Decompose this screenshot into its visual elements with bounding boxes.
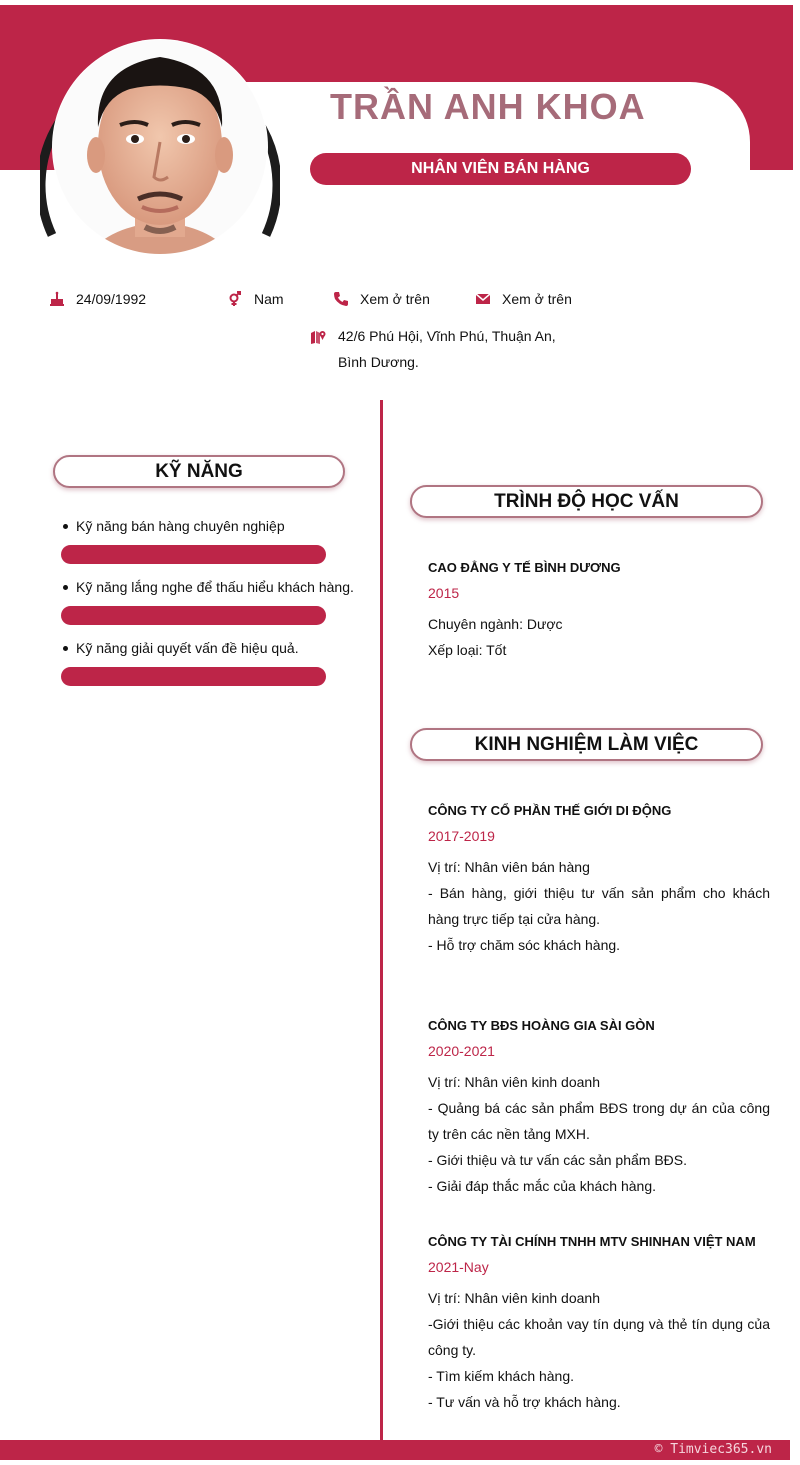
education-year: 2015 xyxy=(428,585,460,601)
gender-info xyxy=(226,290,284,308)
skill-label: Kỹ năng giải quyết vấn đề hiệu quả. xyxy=(76,640,299,656)
skill-bar xyxy=(61,667,326,686)
experience-details xyxy=(428,1069,770,1199)
birthday-value: 24/09/1992 xyxy=(76,291,147,307)
map-marker-icon xyxy=(310,327,328,345)
experience-entry xyxy=(428,1232,770,1415)
birthday-info xyxy=(48,290,146,308)
column-divider xyxy=(380,400,383,1440)
avatar-photo xyxy=(40,27,280,267)
experience-detail-line: - Bán hàng, giới thiệu tư vấn sản phẩm cho khách hàng trực tiếp tại cửa hàng. xyxy=(428,885,770,927)
email-value: Xem ở trên xyxy=(502,291,572,307)
experience-detail-line: - Tư vấn và hỗ trợ khách hàng. xyxy=(428,1394,621,1410)
phone-icon xyxy=(332,290,350,308)
education-detail-line: Chuyên ngành: Dược xyxy=(428,616,563,632)
address-value: 42/6 Phú Hội, Vĩnh Phú, Thuận An, Bình Dương. xyxy=(338,328,556,370)
experience-detail-line: - Giải đáp thắc mắc của khách hàng. xyxy=(428,1178,657,1194)
experience-detail-line: - Giới thiệu và tư vấn các sản phẩm BĐS. xyxy=(428,1152,687,1168)
envelope-icon xyxy=(474,290,492,308)
email-info xyxy=(474,290,572,308)
skill-item xyxy=(63,579,354,595)
skill-bar xyxy=(61,545,326,564)
skill-item xyxy=(63,518,285,534)
skill-label: Kỹ năng lắng nghe để thấu hiểu khách hàng. xyxy=(76,579,354,595)
experience-detail-line: Vị trí: Nhân viên kinh doanh xyxy=(428,1290,600,1306)
education-heading: TRÌNH ĐỘ HỌC VẤN xyxy=(410,485,763,518)
skill-bar xyxy=(61,606,326,625)
phone-info xyxy=(332,290,430,308)
experience-entry xyxy=(428,801,770,958)
experience-detail-line: - Hỗ trợ chăm sóc khách hàng. xyxy=(428,937,621,953)
bullet-icon xyxy=(63,585,68,590)
experience-details xyxy=(428,854,770,958)
company-name: CÔNG TY TÀI CHÍNH TNHH MTV SHINHAN VIỆT NAM xyxy=(428,1234,756,1249)
skill-item xyxy=(63,640,299,656)
experience-detail-line: Vị trí: Nhân viên kinh doanh xyxy=(428,1074,600,1090)
experience-period: 2017-2019 xyxy=(428,828,495,844)
education-detail-line: Xếp loại: Tốt xyxy=(428,642,507,658)
bullet-icon xyxy=(63,524,68,529)
address-info xyxy=(310,323,570,375)
experience-heading: KINH NGHIỆM LÀM VIỆC xyxy=(410,728,763,761)
gender-value: Nam xyxy=(254,291,284,307)
experience-details xyxy=(428,1285,770,1415)
candidate-name: TRẦN ANH KHOA xyxy=(330,86,646,127)
job-title-badge: NHÂN VIÊN BÁN HÀNG xyxy=(310,153,691,185)
birthday-cake-icon xyxy=(48,290,66,308)
education-details xyxy=(428,611,770,663)
experience-period: 2020-2021 xyxy=(428,1043,495,1059)
avatar xyxy=(40,27,280,267)
company-name: CÔNG TY CỔ PHẦN THẾ GIỚI DI ĐỘNG xyxy=(428,803,672,818)
footer-bar xyxy=(0,1440,790,1460)
skills-heading: KỸ NĂNG xyxy=(53,455,345,488)
experience-period: 2021-Nay xyxy=(428,1259,489,1275)
company-name: CÔNG TY BĐS HOÀNG GIA SÀI GÒN xyxy=(428,1018,655,1033)
education-entry xyxy=(428,558,770,663)
phone-value: Xem ở trên xyxy=(360,291,430,307)
experience-detail-line: -Giới thiệu các khoản vay tín dụng và thẻ tín dụng của công ty. xyxy=(428,1316,770,1358)
experience-entry xyxy=(428,1016,770,1199)
experience-detail-line: - Tìm kiếm khách hàng. xyxy=(428,1368,575,1384)
gender-icon xyxy=(226,290,244,308)
bullet-icon xyxy=(63,646,68,651)
skill-label: Kỹ năng bán hàng chuyên nghiệp xyxy=(76,518,285,534)
watermark: © Timviec365.vn xyxy=(654,1442,772,1457)
experience-detail-line: - Quảng bá các sản phẩm BĐS trong dự án của công ty trên các nền tảng MXH. xyxy=(428,1100,770,1142)
school-name: CAO ĐẲNG Y TẾ BÌNH DƯƠNG xyxy=(428,560,621,575)
experience-detail-line: Vị trí: Nhân viên bán hàng xyxy=(428,859,590,875)
